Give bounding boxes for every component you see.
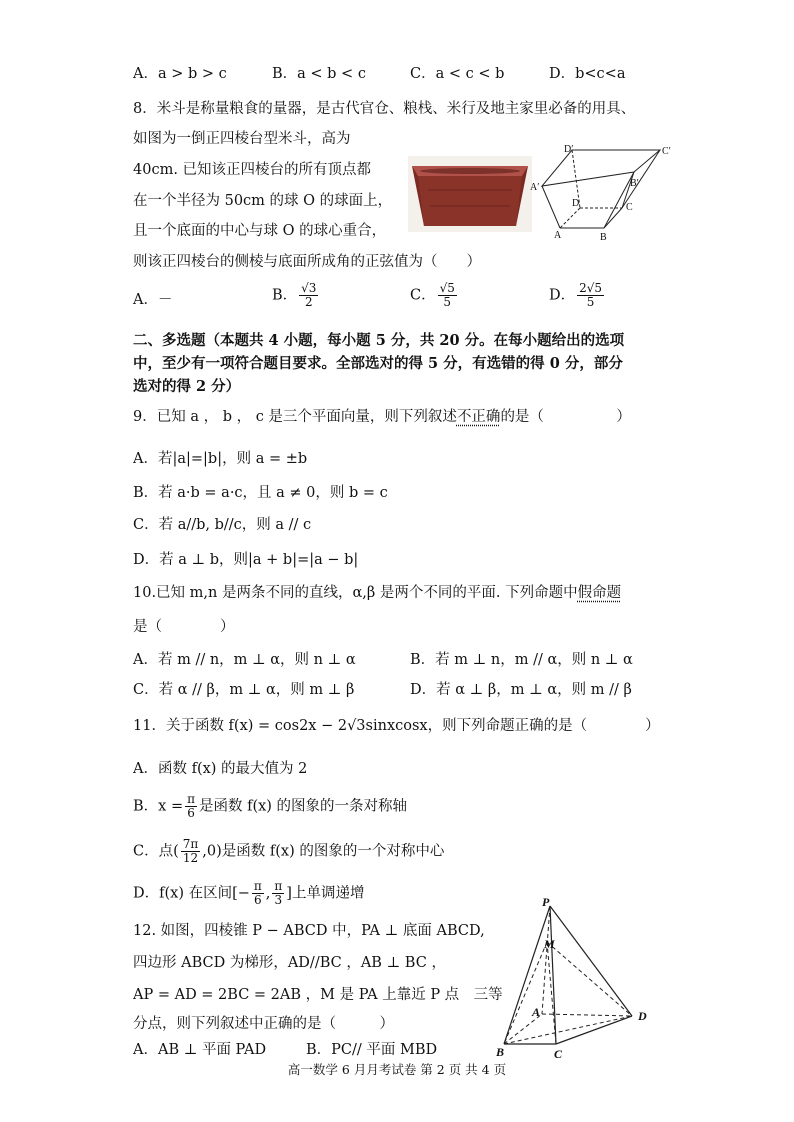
- q8-option-d: D． $\frac{2√5}{5}$: [549, 281, 603, 309]
- frustum-label-c-prime: C′: [662, 146, 671, 157]
- frustum-label-d-prime: D′: [564, 144, 574, 155]
- q10-option-d: D．若 α ⊥ β，m ⊥ α，则 m // β: [410, 682, 632, 698]
- q10-option-b: B．若 m ⊥ n，m // α，则 n ⊥ α: [410, 652, 633, 668]
- q9-stem: 9．已知 a ， b ， c 是三个平面向量，则下列叙述不正确的是（ ）: [133, 409, 631, 425]
- q10-option-a: A．若 m // n，m ⊥ α，则 n ⊥ α: [133, 652, 356, 668]
- pyramid-label-d: D: [638, 1009, 647, 1023]
- section-2-heading-line-1: 二、多选题（本题共 4 小题，每小题 5 分，共 20 分。在每小题给出的选项: [133, 332, 625, 349]
- q8-line-4: 在一个半径为 50cm 的球 O 的球面上，: [133, 193, 393, 209]
- q11-option-a: A．函数 f(x) 的最大值为 2: [133, 761, 308, 777]
- q10-stem-line-2: 是（ ）: [133, 619, 235, 635]
- q9-option-a: A．若|a|=|b|，则 a = ±b: [133, 451, 308, 467]
- q8-line-6: 则该正四棱台的侧棱与底面所成角的正弦值为（ ）: [133, 254, 481, 270]
- pyramid-label-c: C: [554, 1047, 563, 1061]
- q12-line-4: 分点，则下列叙述中正确的是（ ）: [133, 1016, 394, 1032]
- q12-option-b: B．PC// 平面 MBD: [306, 1042, 438, 1058]
- q9-option-b: B．若 a·b = a·c，且 a ≠ 0，则 b = c: [133, 485, 388, 501]
- q11-option-c: C．点( $\frac{7\pi}{12}$ ,0)是函数 f(x) 的图象的一个对称中心: [133, 837, 445, 865]
- q7-option-a: A．a > b > c: [133, 66, 227, 82]
- pyramid-label-b: B: [496, 1045, 505, 1059]
- q11-stem: 11．关于函数 f(x) = cos2x − 2√3sinxcosx，则下列命题正确的是（ ）: [133, 718, 660, 734]
- q12-line-3: AP = AD = 2BC = 2AB ，M 是 PA 上靠近 P 点 三等: [133, 987, 503, 1003]
- section-2-heading-line-3: 选对的得 2 分）: [133, 378, 241, 395]
- page-footer: 高一数学 6 月月考试卷 第 2 页 共 4 页: [287, 1062, 507, 1077]
- q8-option-a: A．－: [133, 292, 173, 308]
- frustum-label-b: B: [600, 232, 607, 242]
- pyramid-label-p: P: [542, 895, 550, 909]
- pyramid-label-a: A: [532, 1005, 541, 1019]
- q7-option-b: B．a < b < c: [272, 66, 366, 82]
- q8-line-5: 且一个底面的中心与球 O 的球心重合，: [133, 223, 387, 239]
- pyramid-label-m: M: [544, 937, 555, 951]
- q9-option-c: C．若 a//b, b//c，则 a // c: [133, 517, 312, 533]
- q10-option-c: C．若 α // β，m ⊥ α，则 m ⊥ β: [133, 682, 355, 698]
- q12-line-2: 四边形 ABCD 为梯形，AD//BC ，AB ⊥ BC ，: [133, 955, 446, 971]
- q7-option-c: C．a < c < b: [410, 66, 505, 82]
- section-2-heading-line-2: 中，至少有一项符合题目要求。全部选对的得 5 分，有选错的得 0 分，部分: [133, 355, 623, 372]
- frustum-label-b-prime: B′: [630, 178, 639, 189]
- frustum-label-c: C: [626, 202, 633, 213]
- q9-option-d: D．若 a ⊥ b，则|a + b|=|a − b|: [133, 552, 359, 568]
- q12-option-a: A．AB ⊥ 平面 PAD: [133, 1042, 267, 1058]
- q8-line-1: 8．米斗是称量粮食的量器，是古代官仓、粮栈、米行及地主家里必备的用具、: [133, 101, 636, 117]
- rice-measure-photo: [408, 156, 532, 232]
- q11-option-d: D．f(x) 在区间[− $\frac{\pi}{6}$ , $\frac{\pi}{3}$ ]上单调递增: [133, 879, 365, 907]
- q8-line-2: 如图为一倒正四棱台型米斗，高为: [133, 131, 351, 147]
- q7-option-d: D．b<c<a: [549, 66, 626, 82]
- q8-option-b: B． $\frac{√3}{2}$: [272, 281, 317, 309]
- frustum-label-a-prime: A′: [530, 182, 540, 193]
- q11-option-b: B．x = $\frac{\pi}{6}$ 是函数 f(x) 的图象的一条对称轴: [133, 792, 408, 820]
- q12-line-1: 12. 如图，四棱锥 P − ABCD 中，PA ⊥ 底面 ABCD,: [133, 923, 485, 939]
- frustum-label-d: D: [572, 198, 580, 209]
- frustum-diagram: [530, 142, 676, 242]
- q10-stem: 10.已知 m,n 是两条不同的直线，α,β 是两个不同的平面. 下列命题中假命题: [133, 585, 622, 601]
- q8-option-c: C． $\frac{√5}{5}$: [410, 281, 455, 309]
- frustum-label-a: A: [554, 230, 562, 241]
- pyramid-diagram: [492, 894, 658, 1064]
- q8-line-3: 40cm. 已知该正四棱台的所有顶点都: [133, 162, 372, 178]
